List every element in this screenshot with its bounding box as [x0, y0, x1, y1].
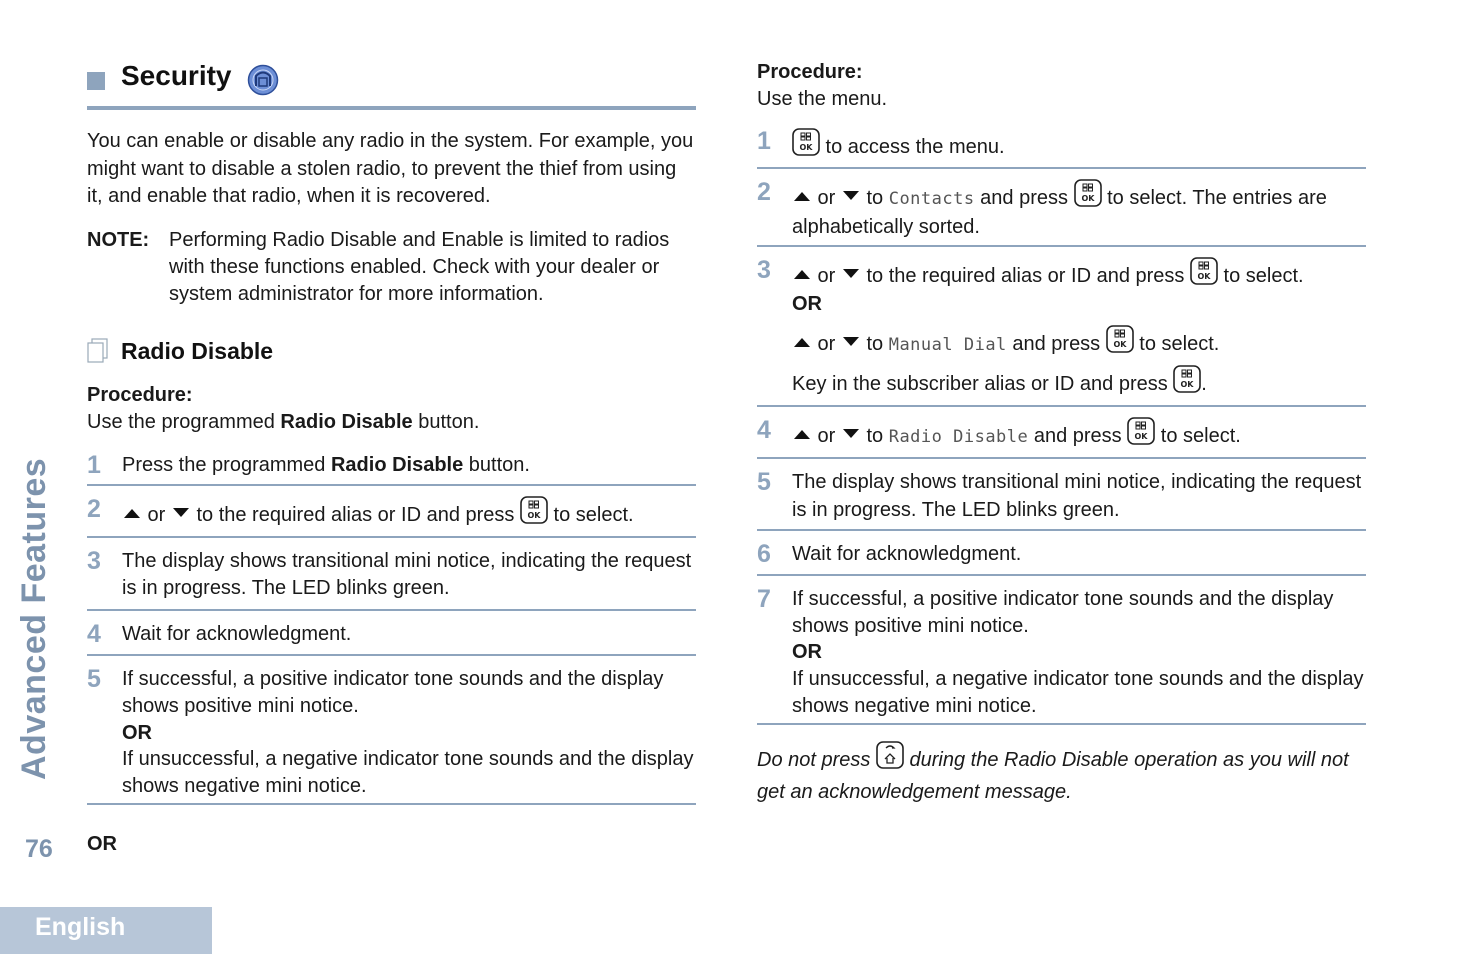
menu-ok-button-icon — [1106, 325, 1134, 353]
step-number: 6 — [757, 539, 771, 568]
procedure-label: Procedure: — [757, 61, 863, 83]
down-arrow-icon — [171, 507, 191, 519]
step-number: 1 — [87, 451, 101, 480]
right-steps-list — [757, 122, 1366, 726]
note-block — [87, 227, 696, 308]
svg-text:OK: OK — [527, 510, 541, 520]
svg-text:OK: OK — [1113, 339, 1127, 349]
step-number: 3 — [757, 256, 771, 285]
home-button-icon — [876, 741, 904, 769]
page-title: Security — [121, 60, 232, 91]
up-arrow-icon — [792, 268, 812, 280]
step-number: 2 — [87, 494, 101, 523]
language-tab: English — [0, 907, 212, 954]
up-arrow-icon — [792, 428, 812, 440]
step-item: 6 Wait for acknowledgment. — [757, 531, 1366, 577]
subheading-radio-disable — [87, 338, 696, 365]
step-number: 4 — [757, 415, 771, 444]
step-item: 3 The display shows transitional mini notice, indicating the request is in progress. The LED blinks green. — [87, 538, 696, 611]
step-item: 1 OK to access the menu. — [757, 122, 1366, 170]
left-column — [87, 58, 696, 805]
menu-item-manual-dial: Manual Dial — [888, 334, 1007, 355]
step-item: 4 Wait for acknowledgment. — [87, 611, 696, 657]
step-item: 4 or to Radio Disable and press OK to select. — [757, 407, 1366, 460]
step-item: 3 or to the required alias or ID and press OK to select. OR or to Manual Dial and press OK to select. Key in the subscriber alias or ID and press OK . — [757, 247, 1366, 406]
step-item: 5 The display shows transitional mini notice, indicating the request is in progress. The LED blinks green. — [757, 459, 1366, 530]
step-item: 2 or to the required alias or ID and press OK to select. — [87, 486, 696, 538]
warning-note: Do not press during the Radio Disable operation as you will not get an acknowledgement message. — [757, 741, 1366, 808]
note-label: NOTE: — [87, 228, 150, 251]
trailing-or: OR — [87, 833, 117, 855]
svg-text:OK: OK — [1180, 380, 1194, 390]
svg-text:OK: OK — [799, 142, 813, 152]
step-number: 5 — [87, 665, 101, 694]
down-arrow-icon — [841, 190, 861, 202]
step-number: 2 — [757, 178, 771, 207]
step-item: 2 or to Contacts and press OK to select. The entries are alphabetically sorted. — [757, 169, 1366, 247]
right-column — [757, 58, 1366, 808]
svg-text:OK: OK — [1134, 431, 1148, 441]
step-number: 4 — [87, 619, 101, 648]
up-arrow-icon — [792, 190, 812, 202]
menu-ok-button-icon — [1074, 179, 1102, 207]
menu-ok-button-icon — [1173, 365, 1201, 393]
step-number: 1 — [757, 126, 771, 155]
up-arrow-icon — [792, 336, 812, 348]
section-heading — [87, 58, 696, 110]
step-number: 3 — [87, 546, 101, 575]
procedure-text: Use the programmed Radio Disable button. — [87, 410, 480, 433]
menu-ok-button-icon — [1127, 417, 1155, 445]
menu-item-contacts: Contacts — [888, 189, 975, 210]
subheading-text: Radio Disable — [121, 337, 274, 364]
step-number: 7 — [757, 585, 771, 614]
note-text: Performing Radio Disable and Enable is limited to radios with these functions enabled. Check with your dealer or system administrator for more information. — [169, 228, 670, 305]
step-item: 1 Press the programmed Radio Disable button. — [87, 448, 696, 486]
down-arrow-icon — [841, 336, 861, 348]
section-label-vertical: Advanced Features — [15, 457, 53, 780]
menu-ok-button-icon — [520, 496, 548, 524]
menu-ok-button-icon — [1190, 257, 1218, 285]
step-number: 5 — [757, 468, 771, 497]
down-arrow-icon — [841, 268, 861, 280]
menu-ok-button-icon — [792, 128, 820, 156]
step-item: 5 If successful, a positive indicator tone sounds and the display shows positive mini notice. OR If unsuccessful, a negative indicator tone sounds and the display shows negative mini notice. — [87, 656, 696, 805]
up-arrow-icon — [122, 507, 142, 519]
page-number: 76 — [25, 835, 53, 863]
procedure-label: Procedure: — [87, 383, 193, 406]
svg-text:OK: OK — [1081, 194, 1095, 204]
intro-paragraph: You can enable or disable any radio in the system. For example, you might want to disable a stolen radio, to prevent the thief from using it, and enable that radio, when it is recovered. — [87, 130, 694, 208]
document-pages-icon — [87, 338, 109, 364]
svg-text:OK: OK — [1197, 272, 1211, 282]
down-arrow-icon — [841, 428, 861, 440]
left-steps-list — [87, 448, 696, 805]
menu-item-radio-disable: Radio Disable — [888, 426, 1029, 447]
step-item: 7 If successful, a positive indicator tone sounds and the display shows positive mini notice. OR If unsuccessful, a negative indicator tone sounds and the display shows negative mini notice. — [757, 576, 1366, 725]
system-feature-badge-icon — [247, 64, 279, 96]
heading-square-icon — [87, 72, 105, 90]
procedure-text: Use the menu. — [757, 88, 888, 110]
